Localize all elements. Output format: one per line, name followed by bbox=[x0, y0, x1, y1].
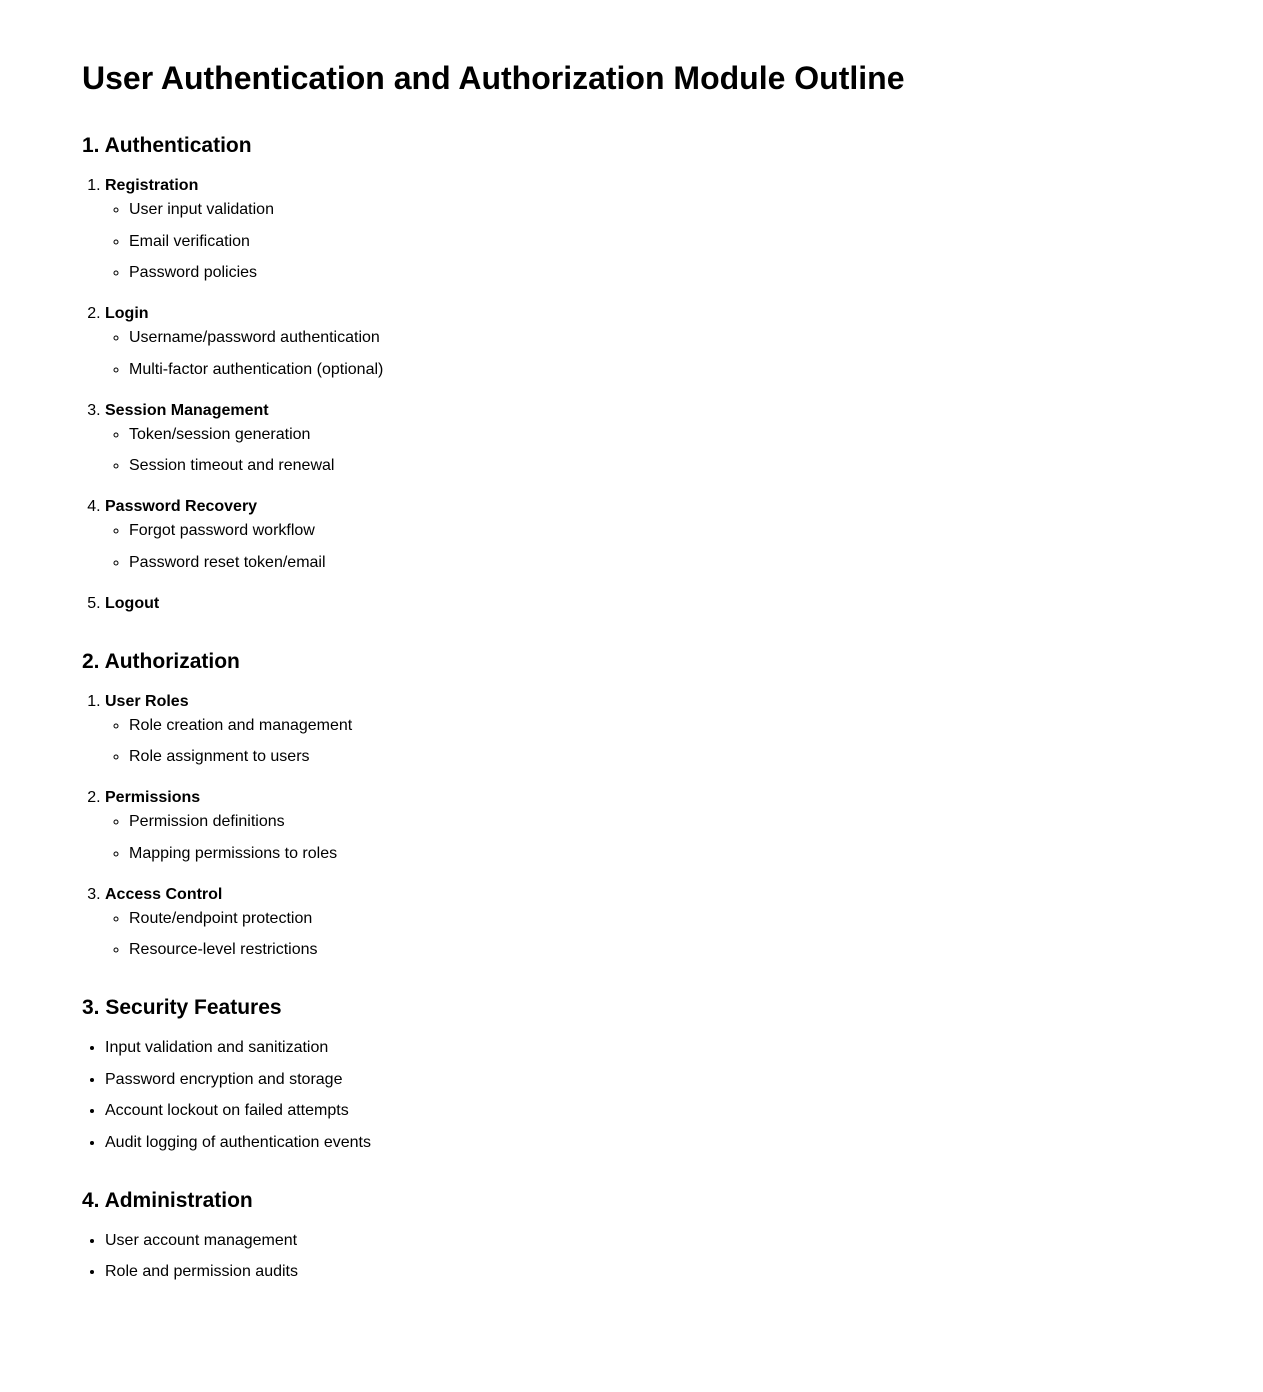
list-item: ◦ Role assignment to users bbox=[129, 747, 1263, 767]
list-item: ◦ Username/password authentication bbox=[129, 328, 1263, 348]
list-item bbox=[105, 497, 1263, 573]
list-item: • Input validation and sanitization bbox=[105, 1038, 1263, 1058]
section-authorization bbox=[82, 648, 1263, 961]
section-heading: 1. Authentication bbox=[82, 134, 252, 157]
list-item bbox=[105, 401, 1263, 477]
item-label: Login bbox=[105, 305, 149, 322]
subsection-list bbox=[82, 692, 1263, 961]
subsection-list bbox=[82, 176, 1263, 614]
section-heading: 3. Security Features bbox=[82, 996, 282, 1019]
list-item: • Audit logging of authentication events bbox=[105, 1133, 1263, 1153]
item-label: Logout bbox=[105, 594, 160, 612]
list-item: • Account lockout on failed attempts bbox=[105, 1101, 1263, 1121]
list-item: • Role and permission audits bbox=[105, 1262, 1263, 1282]
list-item: ◦ Route/endpoint protection bbox=[129, 909, 1263, 929]
item-label: Session Management bbox=[105, 401, 269, 419]
list-item: ◦ Token/session generation bbox=[129, 425, 1263, 445]
list-item: ◦ Permission definitions bbox=[129, 812, 1263, 832]
list-item bbox=[105, 594, 1263, 614]
page-title: User Authentication and Authorization Module Outline bbox=[82, 60, 905, 96]
list-item bbox=[105, 788, 1263, 864]
section-administration bbox=[82, 1187, 1263, 1283]
list-item: ◦ Session timeout and renewal bbox=[129, 456, 1263, 476]
list-item: ◦ Password reset token/email bbox=[129, 553, 1263, 573]
bullet-list bbox=[82, 1038, 1263, 1153]
section-heading: 2. Authorization bbox=[82, 649, 240, 673]
list-item bbox=[105, 692, 1263, 768]
bullet-list bbox=[82, 1231, 1263, 1283]
section-authentication bbox=[82, 132, 1263, 614]
item-label: Access Control bbox=[105, 885, 223, 903]
section-heading: 4. Administration bbox=[82, 1188, 253, 1212]
list-item bbox=[105, 885, 1263, 961]
list-item: ◦ Password policies bbox=[129, 263, 1263, 283]
list-item: ◦ Resource-level restrictions bbox=[129, 940, 1263, 960]
list-item: ◦ Multi-factor authentication (optional) bbox=[129, 360, 1263, 380]
list-item: ◦ Forgot password workflow bbox=[129, 521, 1263, 541]
item-label: User Roles bbox=[105, 692, 189, 710]
list-item: ◦ User input validation bbox=[129, 200, 1263, 220]
list-item: • User account management bbox=[105, 1231, 1263, 1251]
list-item: ◦ Role creation and management bbox=[129, 716, 1263, 736]
list-item: • Password encryption and storage bbox=[105, 1070, 1263, 1090]
list-item: ◦ Email verification bbox=[129, 232, 1263, 252]
section-security-features bbox=[82, 994, 1263, 1153]
item-label: Registration bbox=[105, 177, 199, 194]
list-item: ◦ Mapping permissions to roles bbox=[129, 844, 1263, 864]
item-label: Permissions bbox=[105, 789, 201, 806]
list-item bbox=[105, 304, 1263, 380]
item-label: Password Recovery bbox=[105, 498, 258, 515]
list-item bbox=[105, 176, 1263, 283]
